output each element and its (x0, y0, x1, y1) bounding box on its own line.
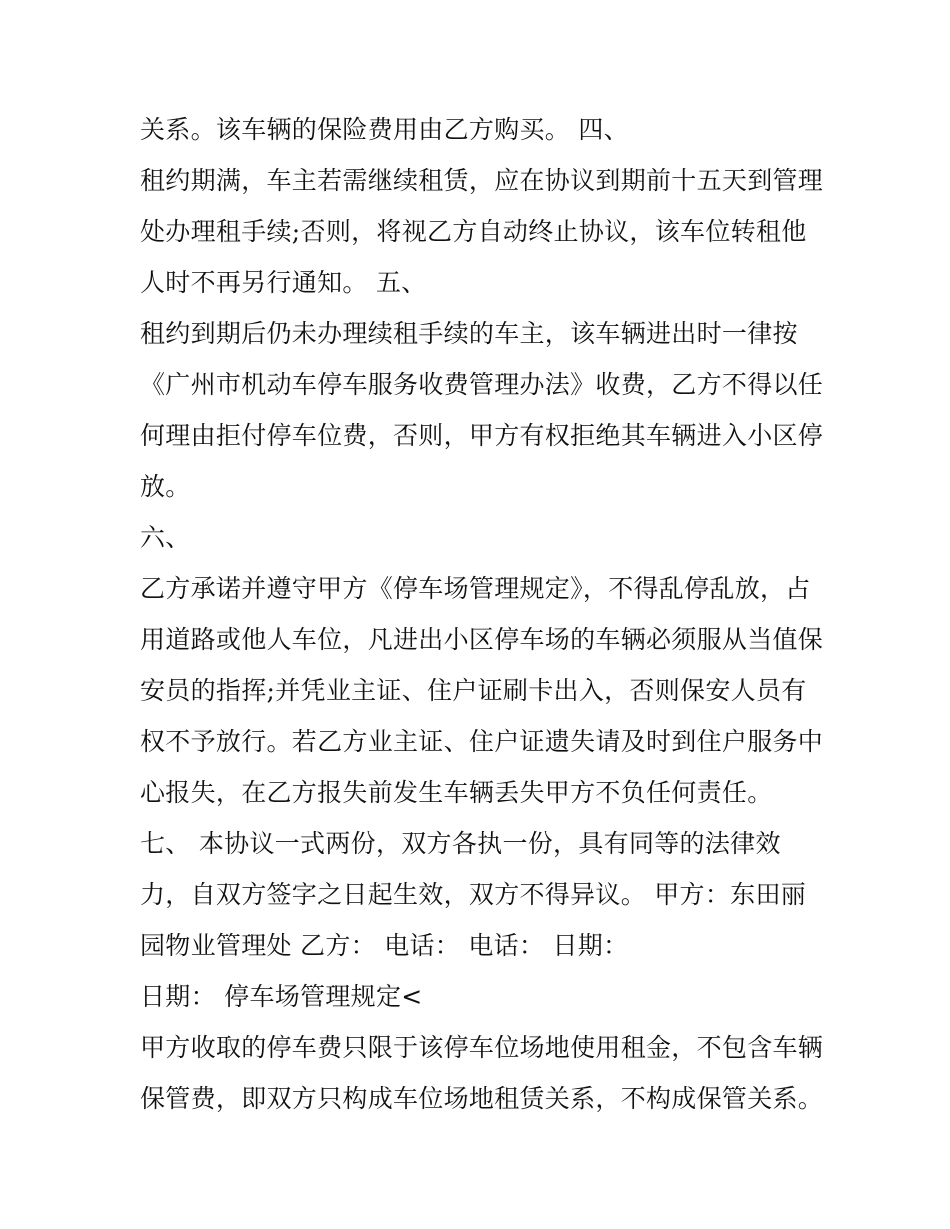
text-line: 权不予放行。若乙方业主证、住户证遗失请及时到住户服务中 (140, 727, 824, 756)
text-line: 力，自双方签字之日起生效，双方不得异议。 甲方：东田丽 (140, 880, 807, 909)
text-line: 安员的指挥;并凭业主证、住户证刷卡出入，否则保安人员有 (140, 676, 807, 705)
text-line: 关系。该车辆的保险费用由乙方购买。 四、 (140, 115, 629, 144)
text-line: 园物业管理处 乙方： 电话： 电话： 日期： (140, 931, 629, 960)
text-line: 租约期满，车主若需继续租赁，应在协议到期前十五天到管理 (140, 166, 824, 195)
text-line: 放。 (140, 472, 191, 501)
text-line: 七、 本协议一式两份，双方各执一份，具有同等的法律效 (140, 829, 781, 858)
text-line: 《广州市机动车停车服务收费管理办法》收费，乙方不得以任 (140, 370, 824, 399)
text-line: 甲方收取的停车费只限于该停车位场地使用租金，不包含车辆 (140, 1033, 824, 1062)
text-line: 六、 (140, 523, 191, 552)
text-line: 何理由拒付停车位费，否则，甲方有权拒绝其车辆进入小区停 (140, 421, 824, 450)
text-line: 日期： 停车场管理规定< (140, 982, 423, 1011)
text-line: 保管费，即双方只构成车位场地租赁关系，不构成保管关系。 (140, 1084, 824, 1113)
document-body (140, 104, 840, 1124)
text-line: 乙方承诺并遵守甲方《停车场管理规定》，不得乱停乱放，占 (140, 574, 811, 603)
text-line: 处办理租手续;否则，将视乙方自动终止协议，该车位转租他 (140, 217, 807, 246)
text-line: 人时不再另行通知。 五、 (140, 268, 427, 297)
text-line: 用道路或他人车位，凡进出小区停车场的车辆必须服从当值保 (140, 625, 824, 654)
text-line: 心报失，在乙方报失前发生车辆丢失甲方不负任何责任。 (140, 778, 773, 807)
text-line: 租约到期后仍未办理续租手续的车主，该车辆进出时一律按 (140, 319, 798, 348)
